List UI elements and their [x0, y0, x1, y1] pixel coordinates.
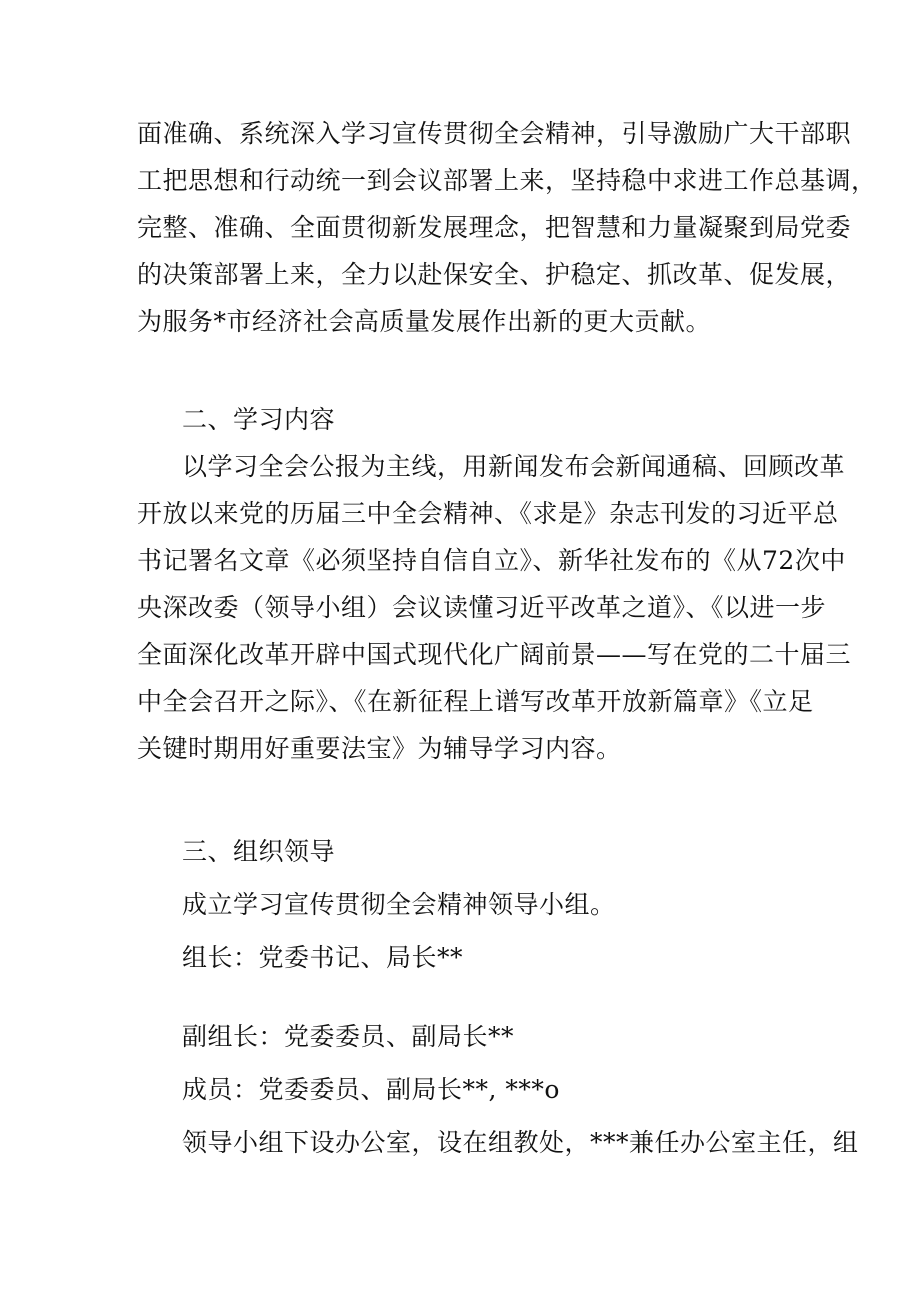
paragraph-line: 央深改委（领导小组）会议读懂习近平改革之道》、《以进一步 — [137, 593, 827, 622]
paragraph-line: 开放以来党的历届三中全会精神、《求是》杂志刊发的习近平总 — [137, 499, 839, 528]
paragraph-line: 成立学习宣传贯彻全会精神领导小组。 — [182, 890, 616, 919]
paragraph-line: 以学习全会公报为主线，用新闻发布会新闻通稿、回顾改革 — [182, 452, 846, 481]
paragraph-line: 完整、准确、全面贯彻新发展理念，把智慧和力量凝聚到局党委 — [137, 213, 852, 242]
deputy-leader-line: 副组长：党委委员、副局长** — [182, 1022, 515, 1051]
paragraph-line: 关键时期用好重要法宝》为辅导学习内容。 — [137, 734, 622, 763]
leader-line: 组长：党委书记、局长** — [182, 943, 464, 972]
paragraph-line: 中全会召开之际》、《在新征程上谱写改革开放新篇章》《立足 — [137, 687, 814, 716]
section-heading: 三、组织领导 — [182, 837, 336, 866]
paragraph-line: 为服务*市经济社会高质量发展作出新的更大贡献。 — [137, 307, 712, 336]
paragraph-line: 面准确、系统深入学习宣传贯彻全会精神，引导激励广大干部职 — [137, 119, 852, 148]
paragraph-line: 书记署名文章《必须坚持自信自立》、新华社发布的《从72次中 — [137, 546, 846, 575]
paragraph-line: 的决策部署上来，全力以赴保安全、护稳定、抓改革、促发展， — [137, 260, 852, 289]
section-heading: 二、学习内容 — [182, 405, 336, 434]
members-line: 成员：党委委员、副局长**, ***o — [182, 1075, 560, 1104]
office-line: 领导小组下设办公室，设在组教处，***兼任办公室主任，组 — [182, 1128, 859, 1157]
paragraph-line: 全面深化改革开辟中国式现代化广阔前景——写在党的二十届三 — [137, 640, 852, 669]
paragraph-line: 工把思想和行动统一到会议部署上来，坚持稳中求进工作总基调， — [137, 166, 877, 195]
